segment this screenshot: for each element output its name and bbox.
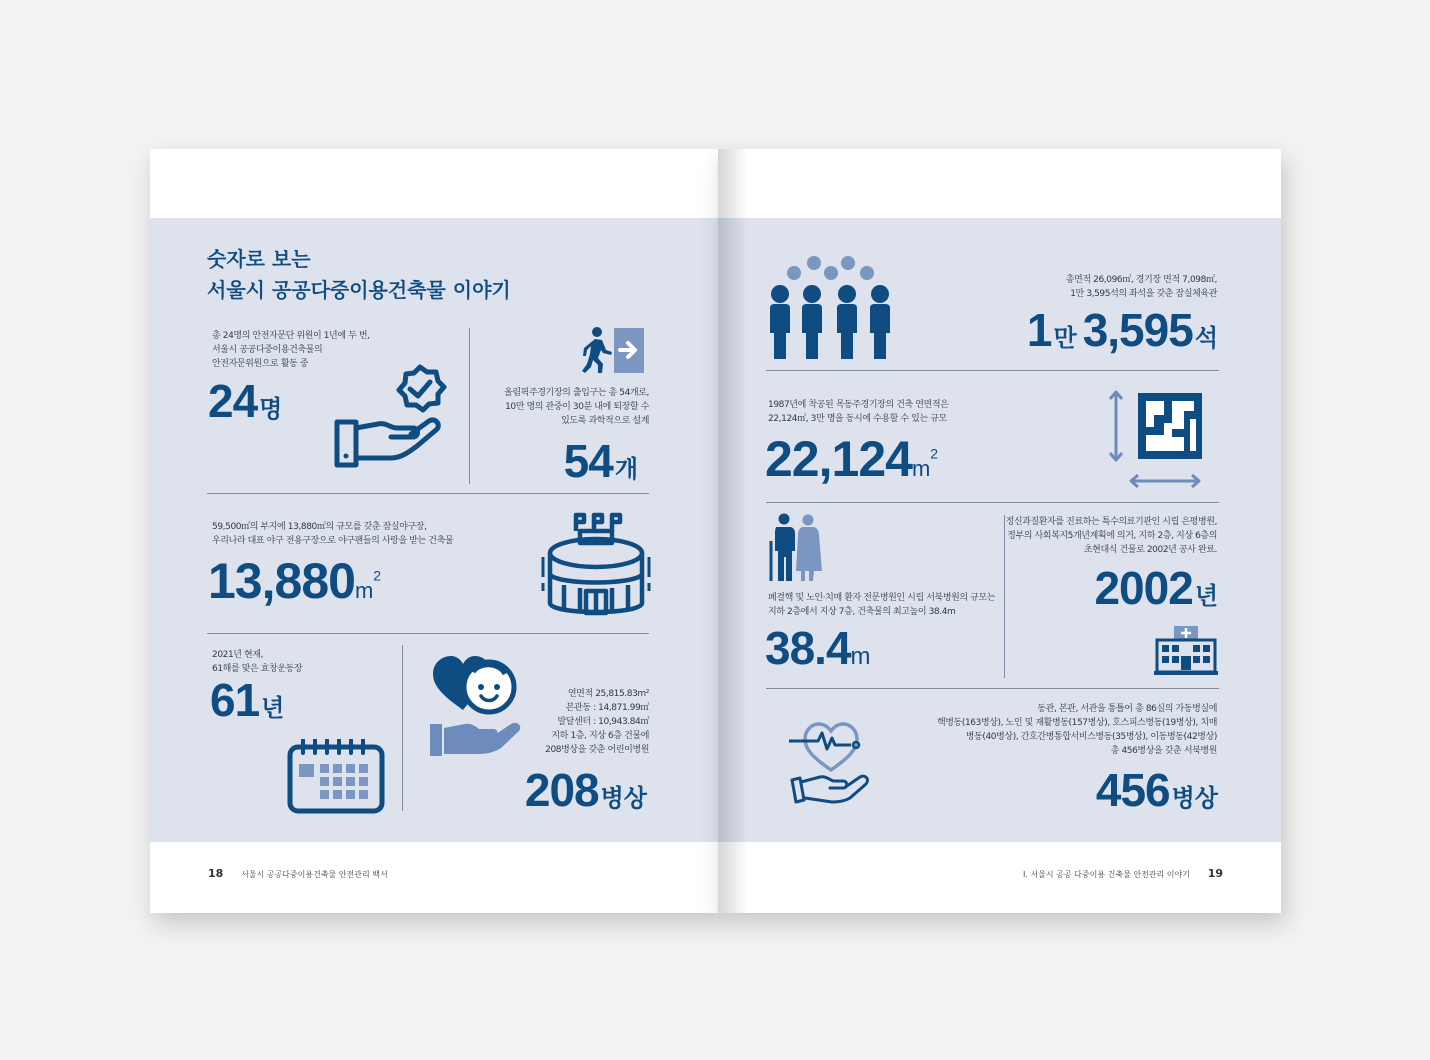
number-unit: m — [850, 643, 871, 670]
page-title — [207, 244, 511, 306]
heart-hand-icon — [788, 718, 874, 804]
desc-line: 병동(40병상), 간호간병통합서비스병동(35병상), 이동병동(42병상) — [965, 732, 1217, 742]
block-22124-desc — [768, 398, 948, 426]
block-13595-desc — [1066, 273, 1217, 301]
number-unit: 명 — [259, 396, 283, 423]
desc-line: 발달센터 : 10,943.84㎡ — [557, 717, 649, 727]
desc-line: 동관, 본관, 서관을 통틀어 총 86실의 가동병실에 — [1037, 704, 1217, 714]
number-unit: 병상 — [600, 785, 647, 812]
number-value: 3,595 — [1082, 304, 1193, 356]
number-value: 1 — [1026, 304, 1052, 356]
divider-vertical — [402, 645, 403, 811]
block-208-number — [525, 763, 647, 817]
left-page — [150, 149, 718, 913]
number-value: 22,124 — [765, 431, 912, 487]
block-13880-number — [208, 552, 380, 610]
block-61-desc — [212, 648, 302, 676]
desc-line: 연면적 25,815.83m² — [567, 689, 649, 699]
desc-line: 있도록 과학적으로 설계 — [561, 416, 649, 426]
title-line-1: 숫자로 보는 — [207, 247, 311, 271]
desc-line: 우리나라 대표 야구 전용구장으로 야구팬들의 사랑을 받는 건축물 — [212, 536, 454, 546]
divider-horizontal — [766, 688, 1219, 689]
block-456-desc — [937, 702, 1217, 758]
divider-horizontal — [766, 502, 1219, 503]
block-13880-desc — [212, 520, 453, 548]
number-superscript: 2 — [373, 567, 381, 584]
stadium-icon — [540, 511, 652, 621]
right-page — [718, 149, 1281, 913]
elderly-couple-icon — [767, 513, 823, 583]
desc-line: 폐결핵 및 노인·치매 환자 전문병원인 시립 서북병원의 규모는 — [768, 593, 996, 603]
desc-line: 지하 2층에서 지상 7층, 건축물의 최고높이 38.4m — [768, 607, 956, 617]
desc-line: 총 456병상을 갖춘 서북병원 — [1110, 746, 1217, 756]
number-value: 2002 — [1094, 562, 1193, 614]
number-value: 61 — [210, 674, 260, 726]
number-value: 38.4 — [765, 622, 851, 674]
block-384-desc — [768, 591, 995, 619]
number-value: 24 — [208, 375, 258, 427]
desc-line: 정신과질환자를 진료하는 특수의료기관인 시립 은평병원, — [1005, 517, 1217, 527]
page-number: 19 — [1207, 867, 1223, 880]
title-line-2: 서울시 공공다중이용건축물 이야기 — [207, 278, 511, 302]
desc-line: 안전자문위원으로 활동 중 — [212, 359, 309, 369]
desc-line: 서울시 공공다중이용건축물의 — [212, 345, 323, 355]
desc-line: 1987년에 착공된 목동주경기장의 건축 연면적은 — [768, 400, 949, 410]
number-unit: m — [354, 578, 374, 603]
desc-line: 22,124㎡, 3만 명을 동시에 수용할 수 있는 규모 — [768, 414, 947, 424]
desc-line: 올림픽주경기장의 출입구는 총 54개로, — [504, 388, 649, 398]
hospital-icon — [1154, 624, 1218, 676]
desc-line: 1만 3,595석의 좌석을 갖춘 잠실체육관 — [1070, 289, 1217, 299]
block-24-number — [208, 374, 282, 428]
number-unit: 년 — [261, 695, 285, 722]
divider-horizontal — [207, 633, 649, 634]
number-value: 208 — [524, 764, 599, 816]
number-value: 456 — [1095, 764, 1170, 816]
block-54-number — [564, 434, 638, 488]
block-384-number — [765, 621, 871, 675]
desc-line: 지하 1층, 지상 6층 건물에 — [551, 731, 649, 741]
block-22124-number — [765, 430, 937, 488]
desc-line: 정부의 사회복지5개년계획에 의거, 지하 2층, 지상 6층의 — [1007, 531, 1217, 541]
block-208-desc — [545, 687, 649, 757]
block-13595-number — [1027, 303, 1218, 357]
number-superscript: 2 — [930, 445, 938, 462]
footer-title: Ⅰ. 서울시 공공 다중이용 건축물 안전관리 이야기 — [1023, 870, 1190, 879]
desc-line: 10만 명의 관중이 30분 내에 퇴장할 수 — [505, 402, 649, 412]
desc-line: 총 24명의 안전자문단 위원이 1년에 두 번, — [212, 331, 370, 341]
desc-line: 59,500㎡의 부지에 13,880㎡의 규모를 갖춘 잠실야구장, — [212, 522, 427, 532]
hand-badge-icon — [333, 364, 448, 470]
desc-line: 2021년 현재, — [212, 650, 264, 660]
divider-vertical — [469, 328, 470, 484]
calendar-icon — [287, 739, 385, 814]
block-54-desc — [504, 386, 649, 428]
number-value: 54 — [563, 435, 613, 487]
exit-icon — [582, 325, 646, 375]
divider-horizontal — [766, 370, 1219, 371]
number-value: 13,880 — [208, 553, 355, 609]
block-61-number — [210, 673, 284, 727]
desc-line: 총면적 26,096㎡, 경기장 면적 7,098㎡, — [1065, 275, 1217, 285]
divider-horizontal — [207, 493, 649, 494]
desc-line: 208병상을 갖춘 어린이병원 — [545, 745, 649, 755]
crowd-icon — [767, 255, 895, 361]
heart-baby-icon — [429, 652, 524, 762]
number-unit: m — [911, 456, 931, 481]
block-2002-desc — [1006, 515, 1217, 557]
page-number: 18 — [208, 867, 224, 880]
block-2002-number — [1094, 561, 1218, 615]
number-unit: 개 — [614, 456, 638, 483]
number-unit: 석 — [1194, 325, 1218, 352]
footer-title: 서울시 공공다중이용건축물 안전관리 백서 — [241, 870, 388, 879]
floorplan-icon — [1106, 389, 1206, 489]
block-456-number — [1096, 763, 1218, 817]
number-unit: 병상 — [1171, 785, 1218, 812]
desc-line: 핵병동(163병상), 노인 및 재활병동(157병상), 호스피스병동(19병상), 치매 — [936, 718, 1217, 728]
desc-line: 본관동 : 14,871.99㎡ — [565, 703, 649, 713]
desc-line: 61해를 맞은 효창운동장 — [212, 664, 303, 674]
number-unit: 만 — [1053, 325, 1077, 352]
number-unit: 년 — [1194, 583, 1218, 610]
desc-line: 초현대식 건물로 2002년 공사 완료. — [1083, 545, 1217, 555]
